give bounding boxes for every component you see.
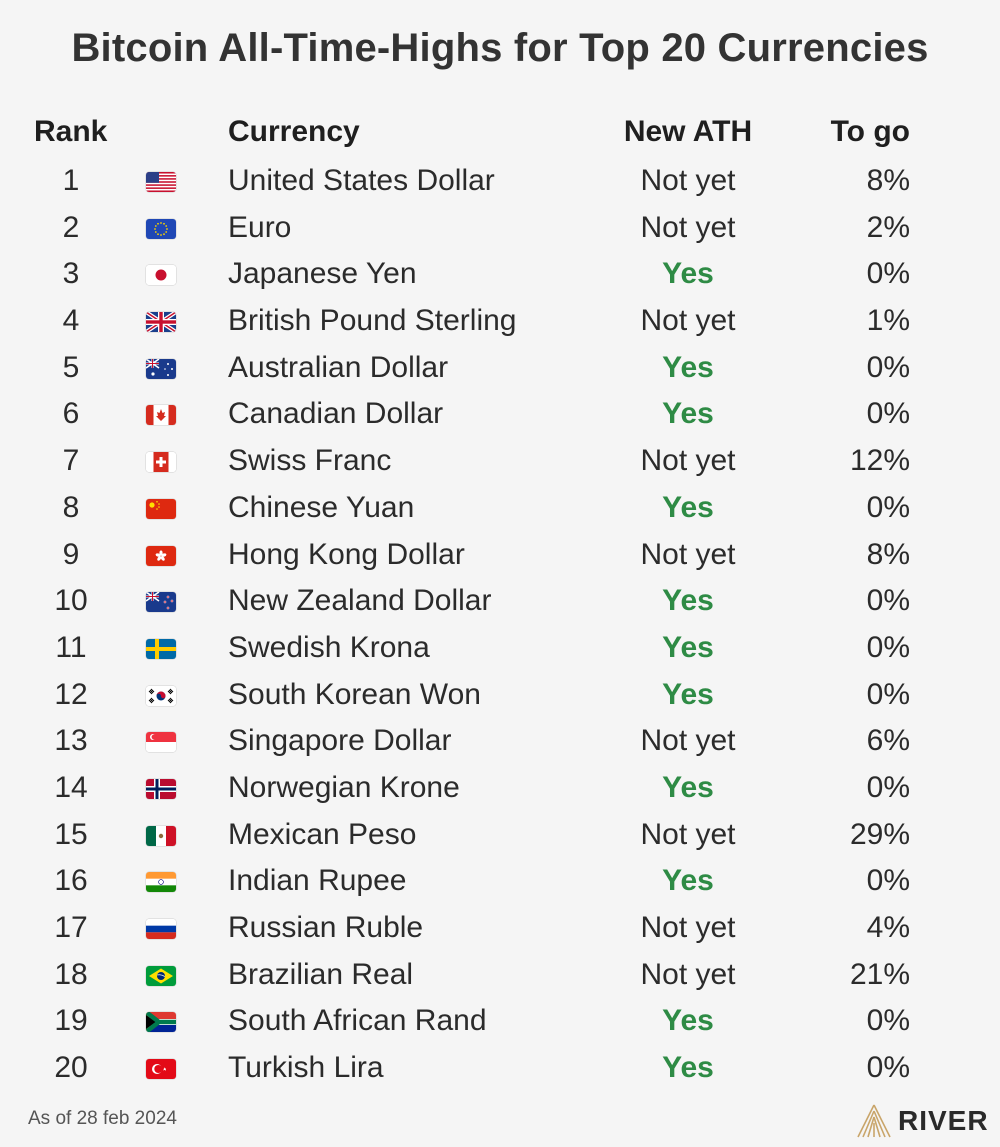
rank-cell: 2 [62,210,80,244]
to-go-cell: 0% [866,490,910,524]
new-ath-cell: Yes [662,397,714,431]
table-row [0,858,1000,905]
to-go-cell: 0% [866,630,910,664]
rank-cell: 18 [54,957,88,991]
header-new-ath: New ATH [623,115,753,148]
currency-cell: Turkish Lira [228,1051,384,1085]
rank-cell: 9 [62,537,80,571]
table-row [0,765,1000,812]
table-row [0,998,1000,1045]
table-row [0,718,1000,765]
tr-flag-icon [146,1059,176,1079]
table-row [0,391,1000,438]
ch-flag-icon [146,452,176,472]
to-go-cell: 0% [866,770,910,804]
new-ath-cell: Not yet [640,304,736,338]
header-to-go: To go [830,115,910,148]
header-currency: Currency [228,115,360,148]
kr-flag-icon [146,686,176,706]
new-ath-cell: Not yet [640,210,736,244]
currency-cell: Canadian Dollar [228,397,444,431]
table-row [0,438,1000,485]
za-flag-icon [146,1012,176,1032]
currency-cell: Singapore Dollar [228,724,452,758]
rank-cell: 4 [62,304,80,338]
to-go-cell: 0% [866,584,910,618]
cn-flag-icon [146,499,176,519]
rank-cell: 16 [54,864,88,898]
rank-cell: 17 [54,911,88,944]
chart-title: Bitcoin All-Time-Highs for Top 20 Currencies [71,26,929,70]
table-row [0,345,1000,392]
to-go-cell: 0% [866,1051,910,1085]
ath-table [0,108,1000,1092]
sg-flag-icon [146,732,176,752]
new-ath-cell: Not yet [640,911,736,944]
table-row [0,625,1000,672]
table-row [0,812,1000,859]
to-go-cell: 12% [849,444,910,478]
currency-cell: British Pound Sterling [228,304,517,338]
jp-flag-icon [146,265,176,285]
currency-cell: Indian Rupee [228,864,407,898]
rank-cell: 7 [62,444,80,478]
currency-cell: Japanese Yen [228,257,417,291]
to-go-cell: 0% [866,397,910,431]
currency-cell: Brazilian Real [228,957,414,991]
rank-cell: 19 [54,1004,88,1038]
table-row [0,205,1000,252]
rank-cell: 6 [62,397,80,431]
new-ath-cell: Yes [662,350,714,384]
currency-cell: South Korean Won [228,677,481,711]
to-go-cell: 0% [866,864,910,898]
currency-cell: New Zealand Dollar [228,584,492,618]
currency-cell: Australian Dollar [228,350,449,384]
new-ath-cell: Yes [662,490,714,524]
eu-flag-icon [146,219,176,239]
nz-flag-icon [146,592,176,612]
br-flag-icon [146,966,176,986]
rank-cell: 1 [62,164,80,197]
table-body [0,158,1000,1092]
currency-cell: Euro [228,210,292,244]
to-go-cell: 0% [866,257,910,291]
new-ath-cell: Yes [662,770,714,804]
to-go-cell: 6% [866,724,910,758]
ca-flag-icon [146,405,176,425]
table-row [0,952,1000,999]
currency-cell: Chinese Yuan [228,490,415,524]
us-flag-icon [146,172,176,192]
to-go-cell: 29% [849,817,910,851]
brand-name: RIVER [898,1105,989,1136]
currency-cell: South African Rand [228,1004,487,1038]
table-row [0,905,1000,952]
new-ath-cell: Not yet [640,957,736,991]
to-go-cell: 1% [866,304,910,338]
currency-cell: Norwegian Krone [228,770,460,804]
rank-cell: 11 [55,630,87,664]
to-go-cell: 4% [866,911,910,944]
new-ath-cell: Yes [662,1051,714,1085]
rank-cell: 10 [54,584,88,618]
table-row [0,298,1000,345]
to-go-cell: 8% [866,537,910,571]
rank-cell: 13 [54,724,88,758]
rank-cell: 5 [62,350,80,384]
table-row [0,532,1000,579]
rank-cell: 15 [54,817,88,851]
to-go-cell: 8% [866,164,910,197]
to-go-cell: 2% [866,210,910,244]
rank-cell: 14 [54,770,88,804]
river-logo [854,1103,994,1139]
rank-cell: 8 [62,490,80,524]
as-of-date: As of 28 feb 2024 [28,1108,177,1129]
rank-cell: 3 [62,257,80,291]
new-ath-cell: Yes [662,864,714,898]
to-go-cell: 0% [866,350,910,384]
new-ath-cell: Not yet [640,164,736,197]
table-row [0,485,1000,532]
new-ath-cell: Not yet [640,537,736,571]
new-ath-cell: Yes [662,677,714,711]
new-ath-cell: Not yet [640,817,736,851]
currency-cell: Mexican Peso [228,817,417,851]
to-go-cell: 0% [866,1004,910,1038]
ru-flag-icon [146,919,176,939]
new-ath-cell: Yes [662,257,714,291]
table-row [0,578,1000,625]
no-flag-icon [146,779,176,799]
currency-cell: Hong Kong Dollar [228,537,465,571]
table-row [0,672,1000,719]
au-flag-icon [146,359,176,379]
rank-cell: 20 [54,1051,88,1085]
to-go-cell: 0% [866,677,910,711]
mx-flag-icon [146,826,176,846]
new-ath-cell: Not yet [640,444,736,478]
gb-flag-icon [146,312,176,332]
table-header-row [0,108,1000,158]
table-row [0,251,1000,298]
table-row [0,1045,1000,1092]
hk-flag-icon [146,546,176,566]
currency-cell: United States Dollar [228,164,495,197]
currency-cell: Swedish Krona [228,630,430,664]
currency-cell: Russian Ruble [228,911,424,944]
new-ath-cell: Not yet [640,724,736,758]
river-mark-icon [854,1103,894,1139]
table-row [0,158,1000,205]
to-go-cell: 21% [849,957,910,991]
new-ath-cell: Yes [662,1004,714,1038]
new-ath-cell: Yes [662,630,714,664]
se-flag-icon [146,639,176,659]
header-rank: Rank [34,115,108,148]
in-flag-icon [146,872,176,892]
rank-cell: 12 [54,677,88,711]
new-ath-cell: Yes [662,584,714,618]
currency-cell: Swiss Franc [228,444,392,478]
